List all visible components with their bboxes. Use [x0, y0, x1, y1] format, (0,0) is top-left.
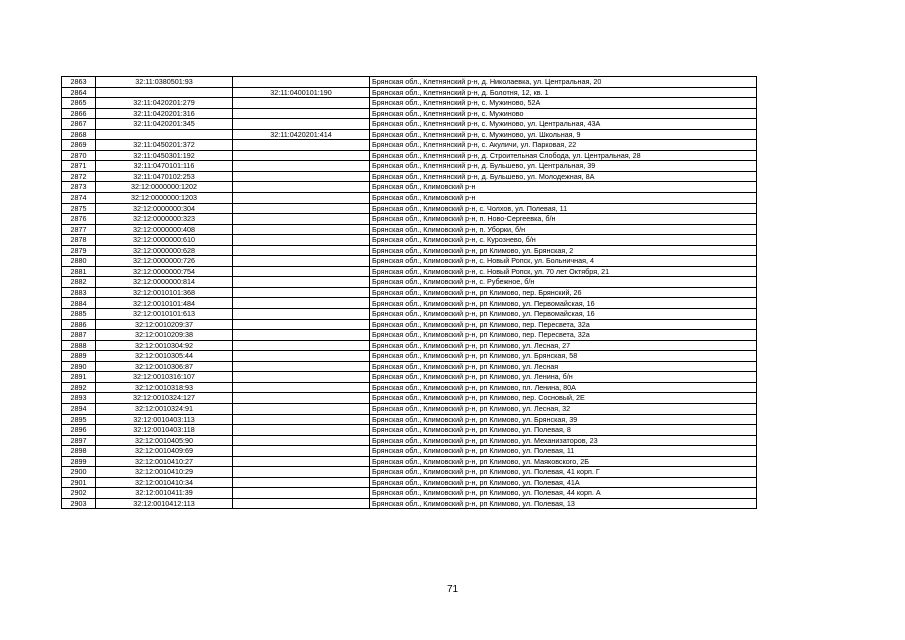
cadastral-number-cell: 32:12:0010324:127	[96, 393, 233, 404]
row-number-cell: 2888	[62, 340, 96, 351]
cadastral-number-cell: 32:11:0450201:372	[96, 140, 233, 151]
row-number-cell: 2889	[62, 351, 96, 362]
cadastral-number-cell: 32:12:0010405:90	[96, 435, 233, 446]
alt-cadastral-number-cell	[233, 287, 370, 298]
row-number-cell: 2868	[62, 129, 96, 140]
address-cell: Брянская обл., Клетнянский р-н, д. Строительная Слобода, ул. Центральная, 28	[370, 150, 757, 161]
row-number-cell: 2891	[62, 372, 96, 383]
table-row	[62, 319, 757, 330]
alt-cadastral-number-cell	[233, 498, 370, 509]
cadastral-number-cell: 32:12:0000000:323	[96, 214, 233, 225]
row-number-cell: 2900	[62, 467, 96, 478]
table-row	[62, 119, 757, 130]
address-cell: Брянская обл., Климовский р-н, с. Рубежное, б/н	[370, 277, 757, 288]
table-row	[62, 108, 757, 119]
alt-cadastral-number-cell	[233, 108, 370, 119]
row-number-cell: 2870	[62, 150, 96, 161]
table-row	[62, 203, 757, 214]
cadastral-number-cell: 32:12:0010209:38	[96, 330, 233, 341]
alt-cadastral-number-cell	[233, 488, 370, 499]
row-number-cell: 2895	[62, 414, 96, 425]
alt-cadastral-number-cell: 32:11:0420201:414	[233, 129, 370, 140]
alt-cadastral-number-cell	[233, 150, 370, 161]
alt-cadastral-number-cell	[233, 256, 370, 267]
alt-cadastral-number-cell	[233, 98, 370, 109]
address-cell: Брянская обл., Климовский р-н, с. Курознево, б/н	[370, 235, 757, 246]
cadastral-number-cell: 32:11:0450301:192	[96, 150, 233, 161]
table-row	[62, 382, 757, 393]
alt-cadastral-number-cell	[233, 446, 370, 457]
row-number-cell: 2878	[62, 235, 96, 246]
cadastral-number-cell: 32:12:0000000:628	[96, 245, 233, 256]
row-number-cell: 2884	[62, 298, 96, 309]
table-row	[62, 98, 757, 109]
table-row	[62, 351, 757, 362]
row-number-cell: 2880	[62, 256, 96, 267]
row-number-cell: 2874	[62, 193, 96, 204]
cadastral-number-cell: 32:11:0470102:253	[96, 171, 233, 182]
table-row	[62, 235, 757, 246]
alt-cadastral-number-cell	[233, 277, 370, 288]
table-row	[62, 193, 757, 204]
table-row	[62, 266, 757, 277]
table-row	[62, 435, 757, 446]
address-cell: Брянская обл., Клетнянский р-н, д. Болотня, 12, кв. 1	[370, 87, 757, 98]
cadastral-number-cell: 32:11:0380501:93	[96, 77, 233, 88]
alt-cadastral-number-cell	[233, 266, 370, 277]
row-number-cell: 2865	[62, 98, 96, 109]
address-cell: Брянская обл., Климовский р-н, рп Климово, пер. Брянский, 26	[370, 287, 757, 298]
table-row	[62, 245, 757, 256]
address-cell: Брянская обл., Клетнянский р-н, с. Мужиново, 52А	[370, 98, 757, 109]
address-cell: Брянская обл., Климовский р-н	[370, 193, 757, 204]
alt-cadastral-number-cell	[233, 203, 370, 214]
cadastral-number-cell: 32:12:0010306:87	[96, 361, 233, 372]
address-cell: Брянская обл., Климовский р-н, с. Чолхов, ул. Полевая, 11	[370, 203, 757, 214]
row-number-cell: 2881	[62, 266, 96, 277]
alt-cadastral-number-cell	[233, 477, 370, 488]
address-cell: Брянская обл., Клетнянский р-н, д. Бульшево, ул. Молодежная, 8А	[370, 171, 757, 182]
address-cell: Брянская обл., Климовский р-н, рп Климово, ул. Брянская, 58	[370, 351, 757, 362]
table-row	[62, 171, 757, 182]
address-cell: Брянская обл., Климовский р-н, с. Новый Ропск, ул. Больничная, 4	[370, 256, 757, 267]
address-cell: Брянская обл., Климовский р-н, рп Климово, ул. Полевая, 11	[370, 446, 757, 457]
address-cell: Брянская обл., Климовский р-н, рп Климово, пер. Сосновый, 2Е	[370, 393, 757, 404]
cadastral-number-cell: 32:12:0010209:37	[96, 319, 233, 330]
address-cell: Брянская обл., Клетнянский р-н, д. Николаевка, ул. Центральная, 20	[370, 77, 757, 88]
row-number-cell: 2894	[62, 403, 96, 414]
table-row	[62, 425, 757, 436]
table-row	[62, 456, 757, 467]
row-number-cell: 2890	[62, 361, 96, 372]
cadastral-number-cell: 32:12:0000000:754	[96, 266, 233, 277]
address-cell: Брянская обл., Климовский р-н, рп Климово, пл. Ленина, 80А	[370, 382, 757, 393]
row-number-cell: 2886	[62, 319, 96, 330]
cadastral-table-body	[62, 77, 757, 509]
table-row	[62, 214, 757, 225]
cadastral-number-cell: 32:12:0000000:304	[96, 203, 233, 214]
table-row	[62, 403, 757, 414]
table-row	[62, 129, 757, 140]
cadastral-number-cell: 32:12:0010305:44	[96, 351, 233, 362]
cadastral-number-cell: 32:12:0010403:118	[96, 425, 233, 436]
address-cell: Брянская обл., Климовский р-н, рп Климово, ул. Полевая, 41 корп. Г	[370, 467, 757, 478]
table-row	[62, 77, 757, 88]
alt-cadastral-number-cell: 32:11:0400101:190	[233, 87, 370, 98]
cadastral-number-cell: 32:12:0010410:34	[96, 477, 233, 488]
row-number-cell: 2867	[62, 119, 96, 130]
row-number-cell: 2898	[62, 446, 96, 457]
cadastral-number-cell: 32:12:0010324:91	[96, 403, 233, 414]
cadastral-number-cell: 32:12:0010304:92	[96, 340, 233, 351]
row-number-cell: 2866	[62, 108, 96, 119]
alt-cadastral-number-cell	[233, 298, 370, 309]
table-row	[62, 298, 757, 309]
alt-cadastral-number-cell	[233, 161, 370, 172]
row-number-cell: 2882	[62, 277, 96, 288]
address-cell: Брянская обл., Климовский р-н, рп Климово, ул. Брянская, 39	[370, 414, 757, 425]
address-cell: Брянская обл., Климовский р-н, рп Климово, ул. Лесная, 32	[370, 403, 757, 414]
cadastral-number-cell: 32:11:0420201:279	[96, 98, 233, 109]
alt-cadastral-number-cell	[233, 403, 370, 414]
row-number-cell: 2892	[62, 382, 96, 393]
cadastral-table	[61, 76, 757, 509]
alt-cadastral-number-cell	[233, 467, 370, 478]
cadastral-number-cell: 32:11:0420201:345	[96, 119, 233, 130]
cadastral-number-cell: 32:12:0000000:726	[96, 256, 233, 267]
alt-cadastral-number-cell	[233, 224, 370, 235]
row-number-cell: 2902	[62, 488, 96, 499]
table-row	[62, 287, 757, 298]
alt-cadastral-number-cell	[233, 309, 370, 320]
cadastral-number-cell: 32:11:0470101:116	[96, 161, 233, 172]
row-number-cell: 2869	[62, 140, 96, 151]
address-cell: Брянская обл., Клетнянский р-н, с. Мужиново	[370, 108, 757, 119]
table-row	[62, 340, 757, 351]
row-number-cell: 2873	[62, 182, 96, 193]
row-number-cell: 2901	[62, 477, 96, 488]
address-cell: Брянская обл., Климовский р-н, рп Климово, ул. Ленина, б/н	[370, 372, 757, 383]
address-cell: Брянская обл., Климовский р-н, п. Ново-Сергеевка, б/н	[370, 214, 757, 225]
cadastral-number-cell	[96, 87, 233, 98]
address-cell: Брянская обл., Клетнянский р-н, с. Акуличи, ул. Парковая, 22	[370, 140, 757, 151]
row-number-cell: 2875	[62, 203, 96, 214]
row-number-cell: 2885	[62, 309, 96, 320]
cadastral-number-cell: 32:12:0010101:368	[96, 287, 233, 298]
table-row	[62, 256, 757, 267]
address-cell: Брянская обл., Климовский р-н, рп Климово, ул. Полевая, 13	[370, 498, 757, 509]
cadastral-number-cell: 32:12:0010318:93	[96, 382, 233, 393]
address-cell: Брянская обл., Климовский р-н, рп Климово, ул. Механизаторов, 23	[370, 435, 757, 446]
address-cell: Брянская обл., Климовский р-н, рп Климово, ул. Первомайская, 16	[370, 298, 757, 309]
table-row	[62, 182, 757, 193]
alt-cadastral-number-cell	[233, 435, 370, 446]
row-number-cell: 2877	[62, 224, 96, 235]
alt-cadastral-number-cell	[233, 382, 370, 393]
address-cell: Брянская обл., Климовский р-н, рп Климово, ул. Полевая, 8	[370, 425, 757, 436]
alt-cadastral-number-cell	[233, 351, 370, 362]
address-cell: Брянская обл., Климовский р-н, рп Климово, ул. Полевая, 44 корп. А	[370, 488, 757, 499]
row-number-cell: 2899	[62, 456, 96, 467]
cadastral-number-cell: 32:12:0010410:29	[96, 467, 233, 478]
table-row	[62, 467, 757, 478]
row-number-cell: 2897	[62, 435, 96, 446]
alt-cadastral-number-cell	[233, 361, 370, 372]
address-cell: Брянская обл., Климовский р-н	[370, 182, 757, 193]
alt-cadastral-number-cell	[233, 214, 370, 225]
address-cell: Брянская обл., Климовский р-н, п. Уборки, б/н	[370, 224, 757, 235]
alt-cadastral-number-cell	[233, 340, 370, 351]
alt-cadastral-number-cell	[233, 140, 370, 151]
cadastral-number-cell: 32:12:0010412:113	[96, 498, 233, 509]
alt-cadastral-number-cell	[233, 372, 370, 383]
address-cell: Брянская обл., Климовский р-н, с. Новый Ропск, ул. 70 лет Октября, 21	[370, 266, 757, 277]
cadastral-number-cell: 32:12:0000000:1202	[96, 182, 233, 193]
cadastral-number-cell	[96, 129, 233, 140]
alt-cadastral-number-cell	[233, 119, 370, 130]
alt-cadastral-number-cell	[233, 319, 370, 330]
cadastral-number-cell: 32:12:0000000:610	[96, 235, 233, 246]
table-row	[62, 393, 757, 404]
cadastral-number-cell: 32:12:0010101:484	[96, 298, 233, 309]
table-row	[62, 330, 757, 341]
alt-cadastral-number-cell	[233, 245, 370, 256]
cadastral-number-cell: 32:12:0010410:27	[96, 456, 233, 467]
cadastral-number-cell: 32:12:0010411:39	[96, 488, 233, 499]
row-number-cell: 2879	[62, 245, 96, 256]
cadastral-number-cell: 32:11:0420201:316	[96, 108, 233, 119]
table-row	[62, 488, 757, 499]
cadastral-number-cell: 32:12:0000000:814	[96, 277, 233, 288]
cadastral-number-cell: 32:12:0000000:408	[96, 224, 233, 235]
row-number-cell: 2871	[62, 161, 96, 172]
cadastral-number-cell: 32:12:0010409:69	[96, 446, 233, 457]
table-row	[62, 150, 757, 161]
address-cell: Брянская обл., Климовский р-н, рп Климово, ул. Лесная, 27	[370, 340, 757, 351]
alt-cadastral-number-cell	[233, 393, 370, 404]
alt-cadastral-number-cell	[233, 77, 370, 88]
alt-cadastral-number-cell	[233, 414, 370, 425]
row-number-cell: 2883	[62, 287, 96, 298]
table-row	[62, 477, 757, 488]
cadastral-number-cell: 32:12:0010316:107	[96, 372, 233, 383]
alt-cadastral-number-cell	[233, 456, 370, 467]
alt-cadastral-number-cell	[233, 193, 370, 204]
cadastral-number-cell: 32:12:0010101:613	[96, 309, 233, 320]
row-number-cell: 2864	[62, 87, 96, 98]
table-row	[62, 140, 757, 151]
alt-cadastral-number-cell	[233, 425, 370, 436]
alt-cadastral-number-cell	[233, 235, 370, 246]
row-number-cell: 2893	[62, 393, 96, 404]
table-row	[62, 87, 757, 98]
table-row	[62, 446, 757, 457]
row-number-cell: 2896	[62, 425, 96, 436]
address-cell: Брянская обл., Климовский р-н, рп Климово, ул. Первомайская, 16	[370, 309, 757, 320]
alt-cadastral-number-cell	[233, 330, 370, 341]
address-cell: Брянская обл., Клетнянский р-н, д. Бульшево, ул. Центральная, 39	[370, 161, 757, 172]
cadastral-number-cell: 32:12:0010403:113	[96, 414, 233, 425]
table-row	[62, 372, 757, 383]
table-row	[62, 414, 757, 425]
alt-cadastral-number-cell	[233, 171, 370, 182]
row-number-cell: 2872	[62, 171, 96, 182]
row-number-cell: 2903	[62, 498, 96, 509]
row-number-cell: 2887	[62, 330, 96, 341]
cadastral-number-cell: 32:12:0000000:1203	[96, 193, 233, 204]
table-row	[62, 498, 757, 509]
table-row	[62, 161, 757, 172]
address-cell: Брянская обл., Климовский р-н, рп Климово, пер. Пересвета, 32а	[370, 319, 757, 330]
address-cell: Брянская обл., Клетнянский р-н, с. Мужиново, ул. Центральная, 43А	[370, 119, 757, 130]
address-cell: Брянская обл., Климовский р-н, рп Климово, пер. Пересвета, 32а	[370, 330, 757, 341]
address-cell: Брянская обл., Климовский р-н, рп Климово, ул. Маяковского, 2Б	[370, 456, 757, 467]
address-cell: Брянская обл., Климовский р-н, рп Климово, ул. Брянская, 2	[370, 245, 757, 256]
row-number-cell: 2876	[62, 214, 96, 225]
table-row	[62, 224, 757, 235]
address-cell: Брянская обл., Климовский р-н, рп Климово, ул. Лесная	[370, 361, 757, 372]
table-row	[62, 277, 757, 288]
alt-cadastral-number-cell	[233, 182, 370, 193]
address-cell: Брянская обл., Клетнянский р-н, с. Мужиново, ул. Школьная, 9	[370, 129, 757, 140]
address-cell: Брянская обл., Климовский р-н, рп Климово, ул. Полевая, 41А	[370, 477, 757, 488]
table-row	[62, 361, 757, 372]
page-number: 71	[446, 584, 459, 595]
table-row	[62, 309, 757, 320]
row-number-cell: 2863	[62, 77, 96, 88]
